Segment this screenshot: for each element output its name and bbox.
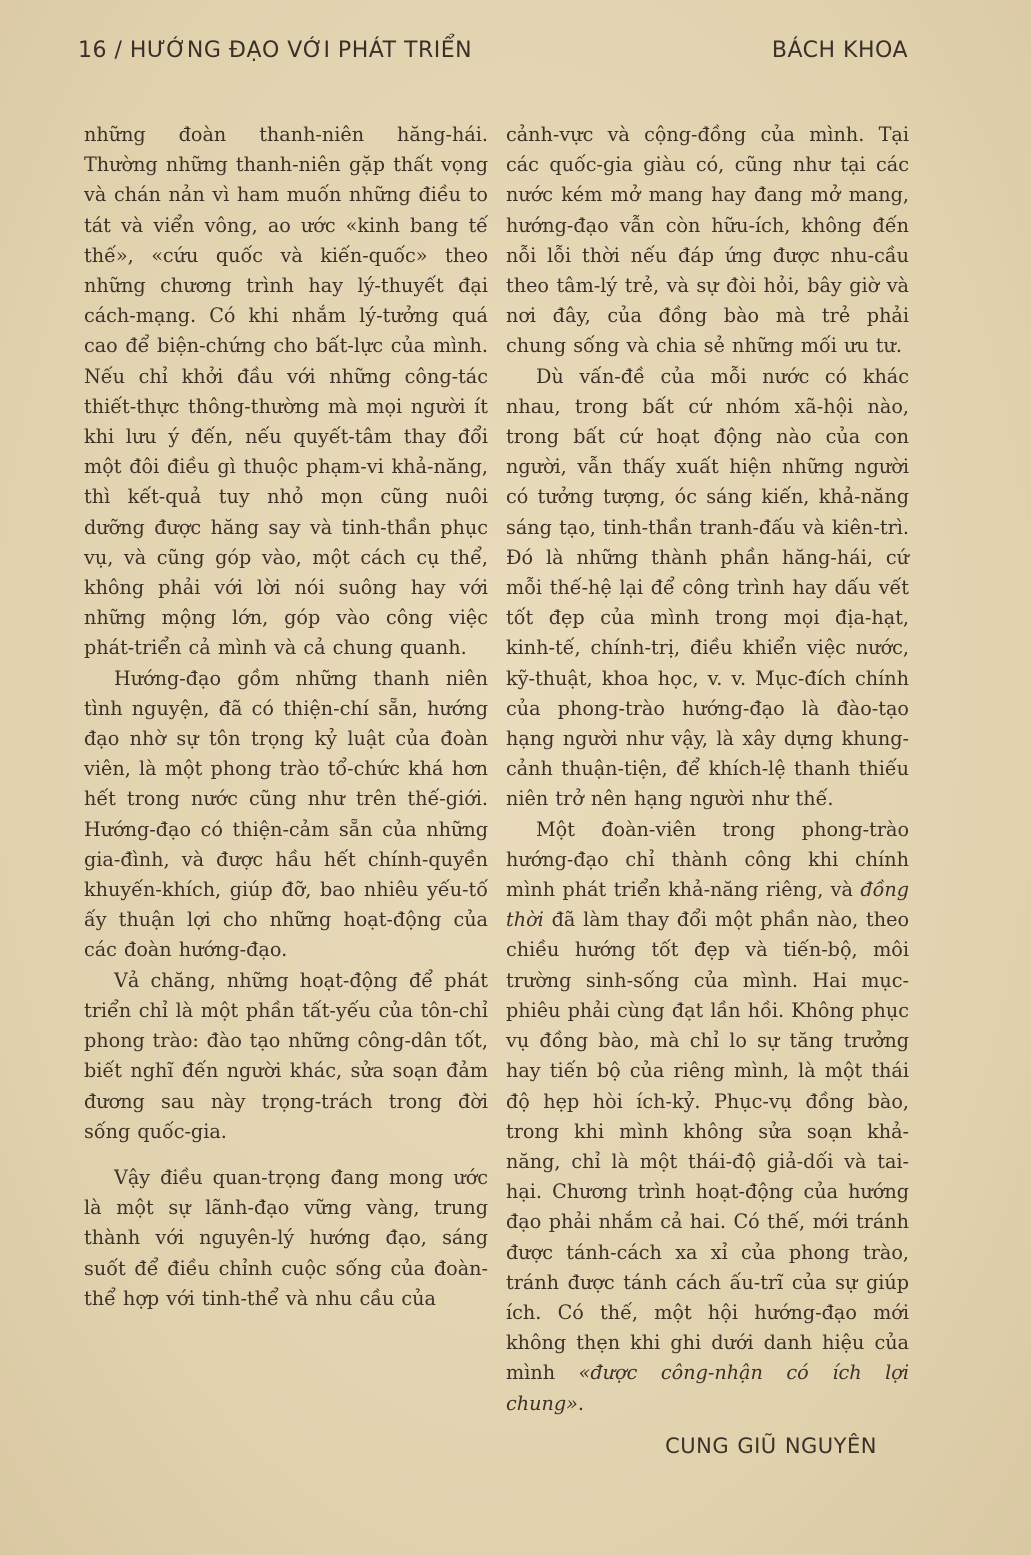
running-title: 16 / HƯỚNG ĐẠO VỚI PHÁT TRIỂN (78, 38, 473, 63)
paragraph: Vậy điều quan-trọng đang mong ước là một sự lãnh-đạo vững vàng, trung thành với nguyên-lý hướng đạo, sáng suốt để điều chỉnh cuộc sống của đoàn-thể hợp với tinh-thể và nhu cầu của (84, 1165, 488, 1310)
magazine-name: BÁCH KHOA (771, 38, 908, 63)
text-column-right (506, 120, 909, 1461)
quoted-motto: «được công-nhận có ích lợi chung» (506, 1361, 909, 1415)
author-signature: CUNG GIŨ NGUYÊN (665, 1433, 877, 1458)
paragraph-text: Một đoàn-viên trong phong-trào hướng-đạo chỉ thành công khi chính mình phát triển khả-năng riêng, và (506, 817, 909, 902)
paragraph: cảnh-vực và cộng-đồng của mình. Tại các quốc-gia giàu có, cũng như tại các nước kém mở mang hay đang mở mang, hướng-đạo vẫn còn hữu-ích, không đến nỗi lỗi thời nếu đáp ứng được nhu-cầu theo tâm-lý trẻ, và sự đòi hỏi, bây giờ và nơi đây, của đồng bào mà trẻ phải chung sống và chia sẻ những mối ưu tư. (506, 123, 909, 358)
paragraph (506, 815, 909, 1419)
paragraph-text: đã làm thay đổi một phần nào, theo chiều hướng tốt đẹp và tiến-bộ, môi trường sinh-sống của mình. Hai mục-phiêu phải cùng đạt lần hồi. Không phục vụ đồng bào, mà chỉ lo sự tăng trưởng hay tiến bộ của riêng mình, là một thái độ hẹp hòi ích-kỷ. Phục-vụ đồng bào, trong khi mình không sửa soạn khả-năng, chỉ là một thái-độ giả-dối và tai-hại. Chương trình hoạt-động của hướng đạo phải nhắm cả hai. Có thế, mới tránh được tánh-cách xa xỉ của phong trào, tránh được tánh cách ấu-trĩ của sự giúp ích. Có thế, một hội hướng-đạo mới không thẹn khi ghi dưới danh hiệu của mình (506, 908, 909, 1385)
page-header (78, 38, 908, 78)
paragraph: những đoàn thanh-niên hăng-hái. Thường những thanh-niên gặp thất vọng và chán nản vì ham muốn những điều to tát và viển vông, ao ước «kinh bang tế thế», «cứu quốc và kiến-quốc» theo những chương trình hay lý-thuyết đại cách-mạng. Có khi nhắm lý-tưởng quá cao để biện-chứng cho bất-lực của mình. Nếu chỉ khởi đầu với những công-tác thiết-thực thông-thường mà mọi người ít khi lưu ý đến, nếu quyết-tâm thay đổi một đôi điều gì thuộc phạm-vi khả-năng, thì kết-quả tuy nhỏ mọn cũng nuôi dưỡng được hăng say và tinh-thần phục vụ, và cũng góp vào, một cách cụ thể, không phải với lời nói suông hay với những mộng lớn, góp vào công việc phát-triển cả mình và cả chung quanh. (84, 123, 488, 660)
paragraph-end: . (577, 1391, 584, 1415)
paragraph: Dù vấn-đề của mỗi nước có khác nhau, trong bất cứ nhóm xã-hội nào, trong bất cứ hoạt động nào của con người, vẫn thấy xuất hiện những người có tưởng tượng, óc sáng kiến, khả-năng sáng tạo, tinh-thần tranh-đấu và kiên-trì. Đó là những thành phần hăng-hái, cứ mỗi thế-hệ lại để công trình hay dấu vết tốt đẹp của mình trong mọi địa-hạt, kinh-tế, chính-trị, điều khiển việc nước, kỹ-thuật, khoa học, v. v. Mục-đích chính của phong-trào hướng-đạo là đào-tạo hạng người như vậy, là xây dựng khung-cảnh thuận-tiện, để khích-lệ thanh thiếu niên trở nên hạng người như thế. (506, 364, 909, 811)
emphasis-text: đồng thời (506, 878, 909, 932)
paragraph: Vả chăng, những hoạt-động để phát triển chỉ là một phần tất-yếu của tôn-chỉ phong trào: đào tạo những công-dân tốt, biết nghĩ đến người khác, sửa soạn đảm đương sau này trọng-trách trong đời sống quốc-gia. (84, 968, 488, 1143)
paragraph: Hướng-đạo gồm những thanh niên tình nguyện, đã có thiện-chí sẵn, hướng đạo nhờ sự tôn trọng kỷ luật của đoàn viên, là một phong trào tổ-chức khá hơn hết trong nước cũng như trên thế-giới. Hướng-đạo có thiện-cảm sẵn của những gia-đình, và được hầu hết chính-quyền khuyến-khích, giúp đỡ, bao nhiêu yếu-tố ấy thuận lợi cho những hoạt-động của các đoàn hướng-đạo. (84, 666, 488, 962)
text-column-left (84, 120, 488, 1314)
